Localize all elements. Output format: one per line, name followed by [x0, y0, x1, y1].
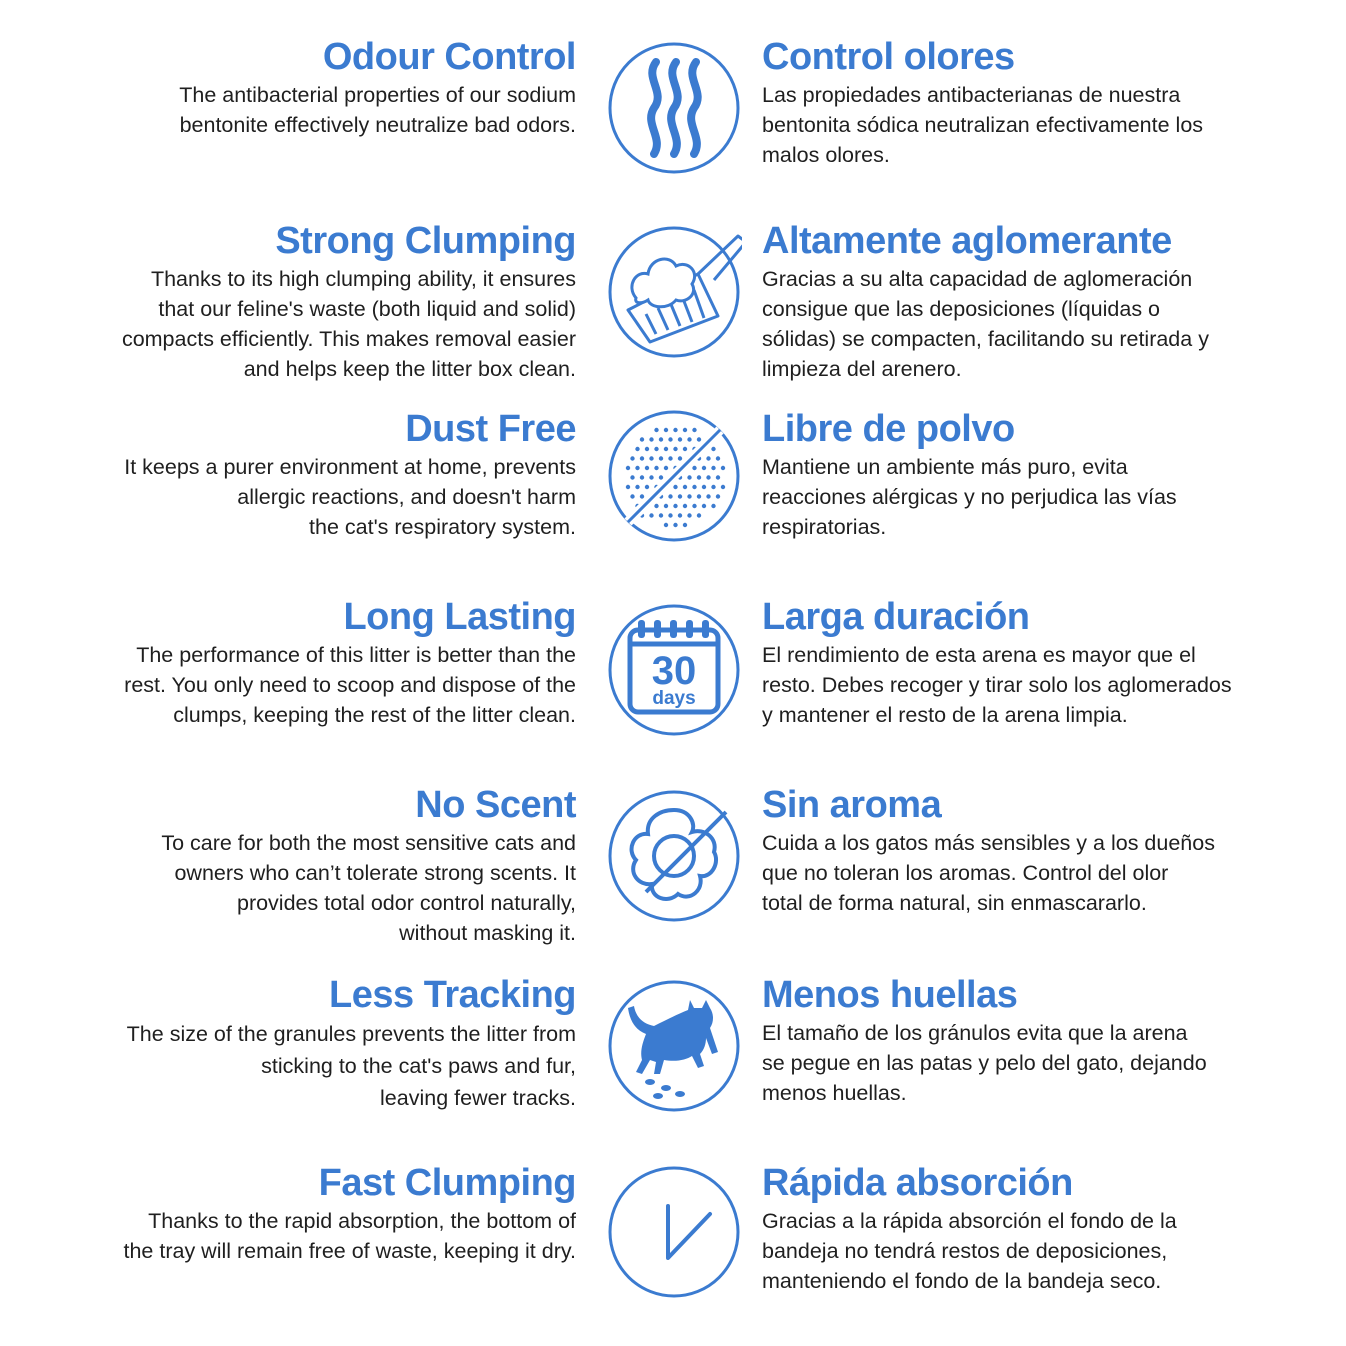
dust-dot: [640, 456, 644, 460]
dust-dot: [716, 456, 720, 460]
feature-en: [56, 220, 576, 384]
dust-dot: [673, 523, 677, 527]
dust-dot: [673, 485, 677, 489]
dust-dot: [687, 475, 691, 479]
feature-es: [762, 974, 1282, 1108]
calendar-30-days-icon: [606, 602, 742, 738]
odor-waves-icon: [606, 40, 742, 176]
dust-dot: [683, 504, 687, 508]
feature-title-en: No Scent: [415, 784, 576, 826]
dust-dot: [683, 523, 687, 527]
dust-dot: [678, 494, 682, 498]
feature-body-en: Thanks to the rapid absorption, the bottom of the tray will remain free of waste, keeping it dry.: [123, 1209, 576, 1263]
dust-dot: [664, 523, 668, 527]
dust-dot: [649, 513, 653, 517]
feature-es: [762, 408, 1282, 542]
feature-body-en: Thanks to its high clumping ability, it ensures that our feline's waste (both liquid and solid) compacts efficiently. This makes removal easier and helps keep the litter box clean.: [121, 267, 576, 381]
feature-body-en: The antibacterial properties of our sodium bentonite effectively neutralize bad odors.: [179, 83, 576, 137]
feature-body-en: It keeps a purer environment at home, prevents allergic reactions, and doesn't harm the cat's respiratory system.: [124, 455, 576, 539]
dust-dot: [716, 494, 720, 498]
feature-es: [762, 596, 1282, 730]
feature-body-es: Las propiedades antibacterianas de nuestra bentonita sódica neutralizan efectivamente los malos olores.: [762, 83, 1204, 167]
dust-dot: [659, 475, 663, 479]
feature-body-es: El rendimiento de esta arena es mayor que el resto. Debes recoger y tirar solo los aglomerados y mantener el resto de la arena limpia.: [762, 643, 1232, 727]
feature-body-en: To care for both the most sensitive cats and owners who can’t tolerate strong scents. It provides total odor control naturally, without masking it.: [161, 831, 576, 945]
dust-dot: [673, 504, 677, 508]
dust-dot: [654, 466, 658, 470]
feature-title-en: Dust Free: [405, 408, 576, 450]
feature-body-es: Cuida a los gatos más sensibles y a los dueños que no toleran los aromas. Control del olor total de forma natural, sin enmascararlo.: [762, 831, 1215, 915]
feature-es: [762, 36, 1282, 170]
dust-dot: [697, 513, 701, 517]
dust-dot: [645, 466, 649, 470]
feature-body-es: El tamaño de los gránulos evita que la arena se pegue en las patas y pelo del gato, dejando menos huellas.: [762, 1021, 1207, 1105]
feature-en: [56, 1162, 576, 1266]
feature-title-es: Sin aroma: [762, 784, 942, 826]
feature-body-es: Gracias a la rápida absorción el fondo de la bandeja no tendrá restos de deposiciones, manteniendo el fondo de la bandeja seco.: [762, 1209, 1177, 1293]
dust-dot: [649, 475, 653, 479]
dust-dot: [706, 494, 710, 498]
dust-dot: [721, 485, 725, 489]
dust-dot: [626, 485, 630, 489]
feature-title-es: Libre de polvo: [762, 408, 1015, 450]
dust-dot: [711, 466, 715, 470]
feature-en: [56, 784, 576, 948]
dust-dot: [635, 466, 639, 470]
dust-dot: [702, 504, 706, 508]
feature-title-es: Altamente aglomerante: [762, 220, 1172, 262]
dust-dot: [683, 485, 687, 489]
dust-dot: [692, 466, 696, 470]
feature-en: [56, 974, 576, 1114]
dust-dot: [697, 437, 701, 441]
dust-dot: [654, 428, 658, 432]
dust-dot: [630, 494, 634, 498]
dust-dot: [659, 456, 663, 460]
dust-dot: [687, 437, 691, 441]
dust-dot: [668, 494, 672, 498]
dust-dot: [640, 475, 644, 479]
dust-dot: [678, 513, 682, 517]
dust-dot: [668, 437, 672, 441]
feature-title-es: Rápida absorción: [762, 1162, 1073, 1204]
dust-dot: [654, 447, 658, 451]
dust-dot: [635, 447, 639, 451]
dust-dot: [664, 504, 668, 508]
dust-dot: [702, 485, 706, 489]
dust-dot: [630, 475, 634, 479]
feature-title-en: Strong Clumping: [275, 220, 576, 262]
dust-dot: [711, 485, 715, 489]
feature-body-en: The size of the granules prevents the litter from sticking to the cat's paws and fur, leaving fewer tracks.: [126, 1022, 576, 1110]
dust-dot: [664, 428, 668, 432]
dust-dot: [692, 485, 696, 489]
dust-dot: [640, 437, 644, 441]
dust-dot: [678, 437, 682, 441]
feature-title-en: Odour Control: [322, 36, 576, 78]
dust-dot: [659, 513, 663, 517]
feature-es: [762, 784, 1282, 918]
feature-title-en: Long Lasting: [343, 596, 576, 638]
no-scent-flower-icon: [606, 788, 742, 924]
feature-en: [56, 408, 576, 542]
dust-dot: [668, 513, 672, 517]
dust-dot: [692, 504, 696, 508]
feature-title-en: Less Tracking: [329, 974, 576, 1016]
calendar-number: 30: [651, 649, 697, 693]
feature-body-es: Gracias a su alta capacidad de aglomeración consigue que las deposiciones (líquidas o sólidas) se compacten, facilitando su retirada y limpieza del arenero.: [762, 267, 1209, 381]
dust-dot: [649, 437, 653, 441]
dust-dot: [654, 504, 658, 508]
dust-dot: [711, 504, 715, 508]
feature-body-en: The performance of this litter is better than the rest. You only need to scoop and dispose of the clumps, keeping the rest of the litter clean.: [124, 643, 576, 727]
litter-scoop-icon: [606, 224, 742, 360]
dust-dot: [716, 475, 720, 479]
dust-dot: [649, 456, 653, 460]
feature-es: [762, 220, 1282, 384]
dust-dot: [697, 494, 701, 498]
dust-dot: [697, 475, 701, 479]
dust-dot: [706, 475, 710, 479]
feature-body-es: Mantiene un ambiente más puro, evita reacciones alérgicas y no perjudica las vías respiratorias.: [762, 455, 1177, 539]
dust-dot: [687, 494, 691, 498]
dust-dot: [664, 466, 668, 470]
feature-title-es: Control olores: [762, 36, 1015, 78]
feature-title-en: Fast Clumping: [318, 1162, 576, 1204]
dust-dot: [673, 428, 677, 432]
dust-dot: [659, 437, 663, 441]
feature-es: [762, 1162, 1282, 1296]
dust-dot: [711, 447, 715, 451]
dust-dot: [645, 447, 649, 451]
dust-dot: [668, 456, 672, 460]
dust-dot: [678, 456, 682, 460]
dust-dot: [683, 428, 687, 432]
dust-dot: [706, 456, 710, 460]
cat-paw-tracks-icon: [606, 978, 742, 1114]
dust-dot: [702, 466, 706, 470]
dust-dot: [721, 466, 725, 470]
dust-dot: [687, 513, 691, 517]
dust-dot: [640, 494, 644, 498]
dust-dot: [645, 485, 649, 489]
dust-dot: [683, 447, 687, 451]
dust-dot: [664, 447, 668, 451]
calendar-unit: days: [652, 688, 696, 709]
no-dust-icon: [606, 408, 742, 544]
dust-dot: [673, 447, 677, 451]
feature-en: [56, 596, 576, 730]
clock-icon: [606, 1164, 742, 1300]
dust-dot: [692, 428, 696, 432]
dust-dot: [635, 485, 639, 489]
dust-dot: [626, 466, 630, 470]
feature-title-es: Menos huellas: [762, 974, 1018, 1016]
dust-dot: [630, 456, 634, 460]
feature-title-es: Larga duración: [762, 596, 1030, 638]
feature-en: [56, 36, 576, 140]
